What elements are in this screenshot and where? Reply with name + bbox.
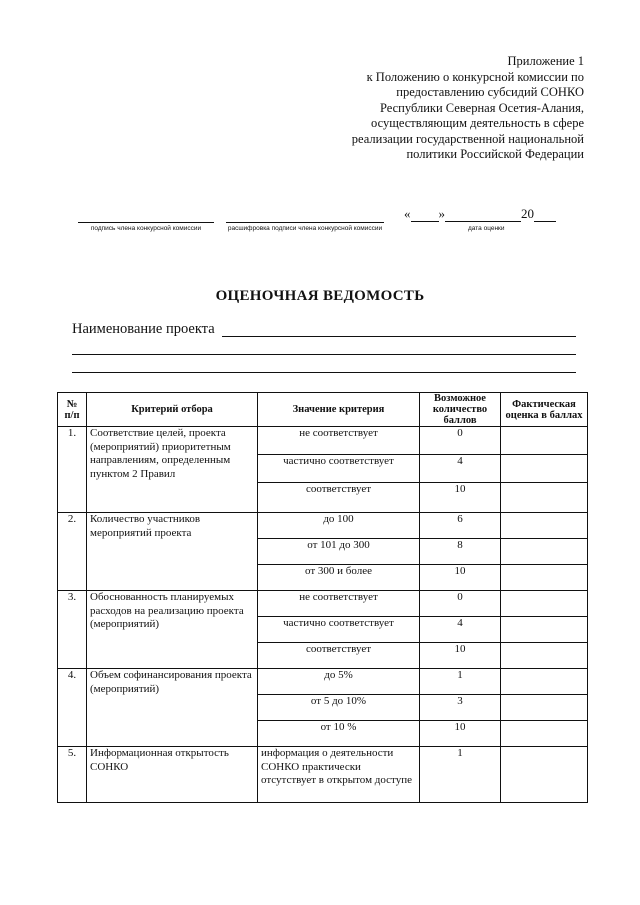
date-open-quote: «: [404, 206, 411, 221]
row-number: 5.: [58, 747, 87, 803]
header-value: Значение критерия: [258, 393, 420, 427]
possible-score: 10: [420, 643, 501, 669]
actual-score-cell[interactable]: [501, 617, 588, 643]
signature-decode-field[interactable]: [226, 216, 384, 250]
actual-score-cell[interactable]: [501, 455, 588, 483]
criterion-value: до 5%: [258, 669, 420, 695]
evaluation-date-field[interactable]: [404, 206, 576, 232]
criterion-value: частично соответствует: [258, 617, 420, 643]
row-number: 2.: [58, 513, 87, 591]
criterion-text: Информационная открытость СОНКО: [87, 747, 258, 803]
criterion-text: Количество участников мероприятий проекта: [87, 513, 258, 591]
evaluation-table: [57, 392, 588, 803]
actual-score-cell[interactable]: [501, 513, 588, 539]
row-number: 3.: [58, 591, 87, 669]
appendix-line: политики Российской Федерации: [406, 147, 584, 161]
criterion-value: информация о деятельности СОНКО практически отсутствует в открытом доступе: [258, 747, 420, 803]
possible-score: 3: [420, 695, 501, 721]
date-day-blank[interactable]: [411, 208, 439, 222]
signature-decode-line: [226, 216, 384, 223]
criterion-text: Соответствие целей, проекта (мероприятий) приоритетным направлениям, определенным пунктом 2 Правил: [87, 427, 258, 513]
header-num: № п/п: [58, 393, 87, 427]
date-close-quote: »: [438, 206, 445, 221]
table-row: [58, 591, 588, 617]
possible-score: 10: [420, 483, 501, 513]
criterion-value: от 5 до 10%: [258, 695, 420, 721]
appendix-line: Приложение 1: [507, 54, 584, 68]
actual-score-cell[interactable]: [501, 669, 588, 695]
table-row: [58, 513, 588, 539]
actual-score-cell[interactable]: [501, 747, 588, 803]
criterion-value: частично соответствует: [258, 455, 420, 483]
project-name-field-line-2[interactable]: [72, 354, 576, 355]
criterion-value: до 100: [258, 513, 420, 539]
member-signature-field[interactable]: [78, 216, 214, 250]
appendix-line: осуществляющим деятельность в сфере: [371, 116, 584, 130]
criterion-value: соответствует: [258, 643, 420, 669]
possible-score: 4: [420, 617, 501, 643]
member-signature-caption: подпись члена конкурсной комиссии: [90, 225, 202, 232]
actual-score-cell[interactable]: [501, 539, 588, 565]
criterion-value: от 10 %: [258, 721, 420, 747]
actual-score-cell[interactable]: [501, 565, 588, 591]
row-number: 4.: [58, 669, 87, 747]
criterion-value: не соответствует: [258, 427, 420, 455]
actual-score-cell[interactable]: [501, 695, 588, 721]
actual-score-cell[interactable]: [501, 591, 588, 617]
appendix-line: реализации государственной национальной: [351, 131, 584, 146]
member-signature-line: [78, 216, 214, 223]
criterion-text: Обоснованность планируемых расходов на реализацию проекта (мероприятий): [87, 591, 258, 669]
date-caption: дата оценки: [468, 225, 505, 232]
actual-score-cell[interactable]: [501, 427, 588, 455]
criterion-value: не соответствует: [258, 591, 420, 617]
criterion-value: соответствует: [258, 483, 420, 513]
signature-decode-caption: расшифровка подписи члена конкурсной комиссии: [227, 225, 383, 232]
criterion-text: Объем софинансирования проекта (мероприятий): [87, 669, 258, 747]
possible-score: 1: [420, 669, 501, 695]
possible-score: 0: [420, 591, 501, 617]
table-header-row: [58, 393, 588, 427]
possible-score: 8: [420, 539, 501, 565]
project-name-label: Наименование проекта: [72, 321, 215, 337]
criterion-value: от 101 до 300: [258, 539, 420, 565]
date-month-blank[interactable]: [445, 208, 521, 222]
actual-score-cell[interactable]: [501, 483, 588, 513]
actual-score-cell[interactable]: [501, 643, 588, 669]
date-year-blank[interactable]: [534, 208, 556, 222]
criterion-value: от 300 и более: [258, 565, 420, 591]
appendix-line: к Положению о конкурсной комиссии по: [366, 69, 584, 84]
possible-score: 4: [420, 455, 501, 483]
possible-score: 10: [420, 721, 501, 747]
appendix-line: предоставлению субсидий СОНКО: [396, 85, 584, 99]
possible-score: 0: [420, 427, 501, 455]
row-number: 1.: [58, 427, 87, 513]
header-actual-score: Фактическая оценка в баллах: [501, 393, 588, 427]
project-name-field-line-3[interactable]: [72, 372, 576, 373]
possible-score: 10: [420, 565, 501, 591]
document-title: ОЦЕНОЧНАЯ ВЕДОМОСТЬ: [215, 288, 425, 304]
possible-score: 1: [420, 747, 501, 803]
possible-score: 6: [420, 513, 501, 539]
project-name-field[interactable]: [222, 336, 576, 337]
appendix-note: [284, 54, 584, 163]
table-row: [58, 669, 588, 695]
date-year-prefix: 20: [521, 206, 534, 221]
header-possible-score: Возможное количество баллов: [420, 393, 501, 427]
table-row: [58, 747, 588, 803]
table-row: [58, 427, 588, 455]
actual-score-cell[interactable]: [501, 721, 588, 747]
header-criterion: Критерий отбора: [87, 393, 258, 427]
appendix-line: Республики Северная Осетия-Алания,: [379, 100, 584, 115]
